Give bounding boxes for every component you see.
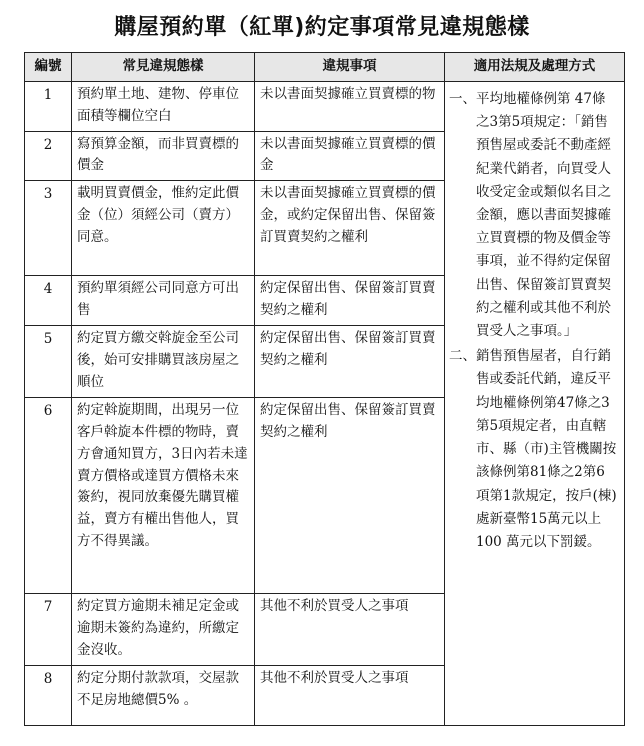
row-number: 3 [25,181,72,276]
row-number: 5 [25,326,72,398]
row-violation: 約定保留出售、保留簽訂買賣契約之權利 [255,326,445,398]
row-violation: 約定保留出售、保留簽訂買賣契約之權利 [255,398,445,594]
law-item-label: 二、 [449,348,476,365]
row-pattern: 約定買方逾期未補足定金或逾期未簽約為違約，所繳定金沒收。 [72,594,255,666]
row-pattern: 預約單土地、建物、停車位面積等欄位空白 [72,81,255,131]
header-law: 適用法規及處理方式 [445,53,625,82]
row-pattern: 載明買賣價金，惟約定此價金（位）須經公司（賣方）同意。 [72,181,255,276]
law-item-label: 一、 [449,90,476,107]
row-pattern: 預約單須經公司同意方可出售 [72,276,255,326]
law-item-text: 銷售預售屋者，自行銷售或委託代銷，違反平均地權條例第47條之3第5項規定者，由直轄市、縣（市)主管機關按該條例第81條之2第6項第1款規定，按戶(棟)處新臺幣15萬元以上 100 萬元以下罰鍰。 [476,348,617,551]
law-cell [445,81,625,725]
row-violation: 約定保留出售、保留簽訂買賣契約之權利 [255,276,445,326]
header-violation: 違規事項 [255,53,445,82]
row-pattern: 約定斡旋期間，出現另一位客戶斡旋本件標的物時，賣方會通知買方，3日內若未達賣方價格或達買方價格未來簽約，視同放棄優先購買權益，賣方有權出售他人，買方不得異議。 [72,398,255,594]
row-pattern: 約定買方繳交斡旋金至公司後，始可安排購買該房屋之順位 [72,326,255,398]
row-violation: 未以書面契據確立買賣標的價金，或約定保留出售、保留簽訂買賣契約之權利 [255,181,445,276]
row-number: 4 [25,276,72,326]
header-pattern: 常見違規態樣 [72,53,255,82]
row-number: 7 [25,594,72,666]
law-item [449,345,618,554]
row-pattern: 寫預算金額，而非買賣標的價金 [72,131,255,181]
row-number: 8 [25,666,72,726]
header-number: 編號 [25,53,72,82]
law-item [449,88,618,343]
row-violation: 其他不利於買受人之事項 [255,666,445,726]
row-violation: 其他不利於買受人之事項 [255,594,445,666]
row-violation: 未以書面契據確立買賣標的物 [255,81,445,131]
row-pattern: 約定分期付款款項，交屋款不足房地總價5% 。 [72,666,255,726]
row-number: 1 [25,81,72,131]
row-violation: 未以書面契據確立買賣標的價金 [255,131,445,181]
row-number: 6 [25,398,72,594]
document-title: 購屋預約單（紅單)約定事項常見違規態樣 [114,15,530,40]
row-number: 2 [25,131,72,181]
law-item-text: 平均地權條例第 47條之3第5項規定：「銷售預售屋或委託不動產經紀業代銷者，向買受人收受定金或類似名目之金額，應以書面契據確立買賣標的物及價金等事項，並不得約定保留出售、保留簽訂買賣契約之權利或其他不利於買受人之事項。」 [476,90,611,340]
violation-table [24,52,625,726]
table-row [25,81,625,131]
table-header-row [25,53,625,82]
